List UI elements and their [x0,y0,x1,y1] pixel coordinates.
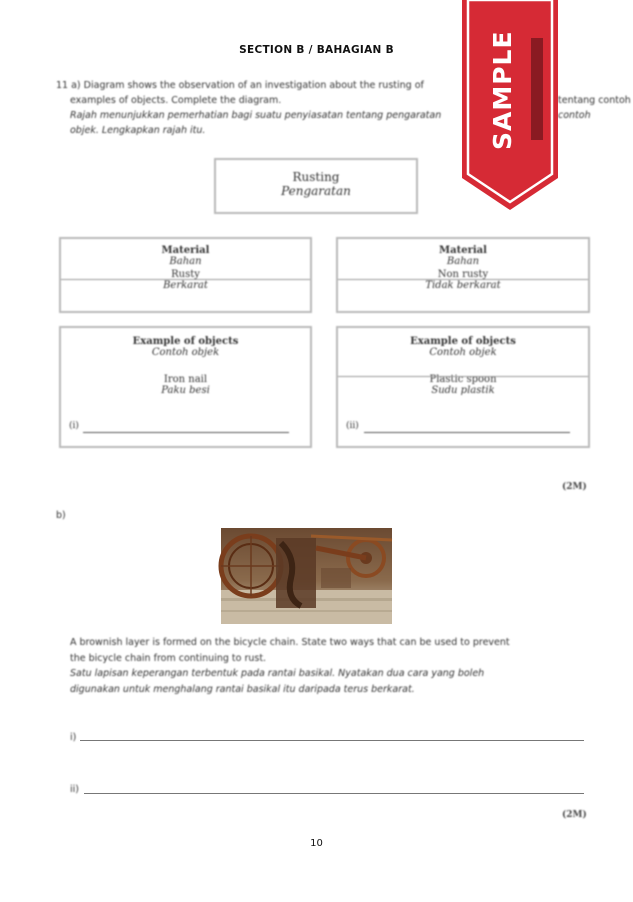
question-a-ms-line2: objek. Lengkapkan rajah itu. [70,125,206,136]
answer-line-2[interactable] [84,793,584,794]
question-a-en-line1: Diagram shows the observation of an investigation about the rusting of [83,80,424,91]
question-b-ms-line1: Satu lapisan keperangan terbentuk pada rantai basikal. Nyatakan dua cara yang boleh [70,668,485,679]
divider [338,279,588,280]
question-a-text [56,78,476,138]
example-box-non-rusty [336,326,590,448]
blank-label-ii: (ii) [346,421,359,431]
answer-2-label: ii) [70,784,79,795]
question-b-number: b) [56,510,66,521]
marks-b: (2M) [562,810,587,820]
example-value-en: Iron nail [163,374,208,385]
rusting-label-en: Rusting [292,170,340,184]
sample-watermark [462,0,558,210]
question-b-text [70,635,590,697]
answer-1-label: i) [70,732,77,743]
example-value-ms: Sudu plastik [431,385,495,396]
question-b-ms-line2: digunakan untuk menghalang rantai basikal itu daripada terus berkarat. [70,683,415,695]
material-label-ms: Bahan [169,256,202,267]
question-a-ms-line1: Rajah menunjukkan pemerhatian bagi suatu penyiasatan tentang pengaratan [70,110,442,121]
question-b-en-line2: the bicycle chain from continuing to rust. [70,652,267,664]
divider [338,376,588,377]
bicycle-chain-photo [221,528,392,624]
rusting-box [214,158,418,214]
section-title: SECTION B / BAHAGIAN B [239,44,394,56]
example-label-ms: Contoh objek [429,347,497,358]
material-value-en: Rusty [171,269,200,280]
divider [61,279,310,280]
watermark-text: SAMPLE [488,30,517,150]
example-box-rusty [59,326,312,448]
question-b-en-line1: A brownish layer is formed on the bicycle chain. State two ways that can be used to prevent [70,637,510,648]
material-label-en: Material [161,245,210,256]
answer-blank-ii[interactable] [364,432,570,433]
question-a-text-tail [558,93,631,123]
marks-a: (2M) [562,482,587,492]
material-value-en: Non rusty [437,269,489,280]
material-value-ms: Tidak berkarat [425,280,501,291]
example-label-en: Example of objects [410,336,516,347]
question-a-tail-2: contoh [558,110,591,121]
example-label-en: Example of objects [132,336,239,347]
material-label-en: Material [439,245,487,256]
example-label-ms: Contoh objek [151,347,220,358]
question-a-tail-1: tentang contoh [558,95,631,106]
blank-label-i: (i) [69,421,79,431]
material-label-ms: Bahan [446,256,480,267]
answer-line-1[interactable] [80,740,584,741]
material-value-ms: Berkarat [163,280,208,291]
example-value-en: Plastic spoon [429,374,497,385]
rusty-bicycle-image [221,528,392,624]
material-box-rusty [59,237,312,313]
answer-blank-i[interactable] [83,432,289,433]
page-number: 10 [310,838,323,849]
question-a-en-line2: examples of objects. Complete the diagram. [70,95,282,106]
question-a-number: 11 a) [56,80,81,91]
material-box-non-rusty [336,237,590,313]
rusting-label-ms: Pengaratan [281,184,351,198]
example-value-ms: Paku besi [161,385,210,396]
